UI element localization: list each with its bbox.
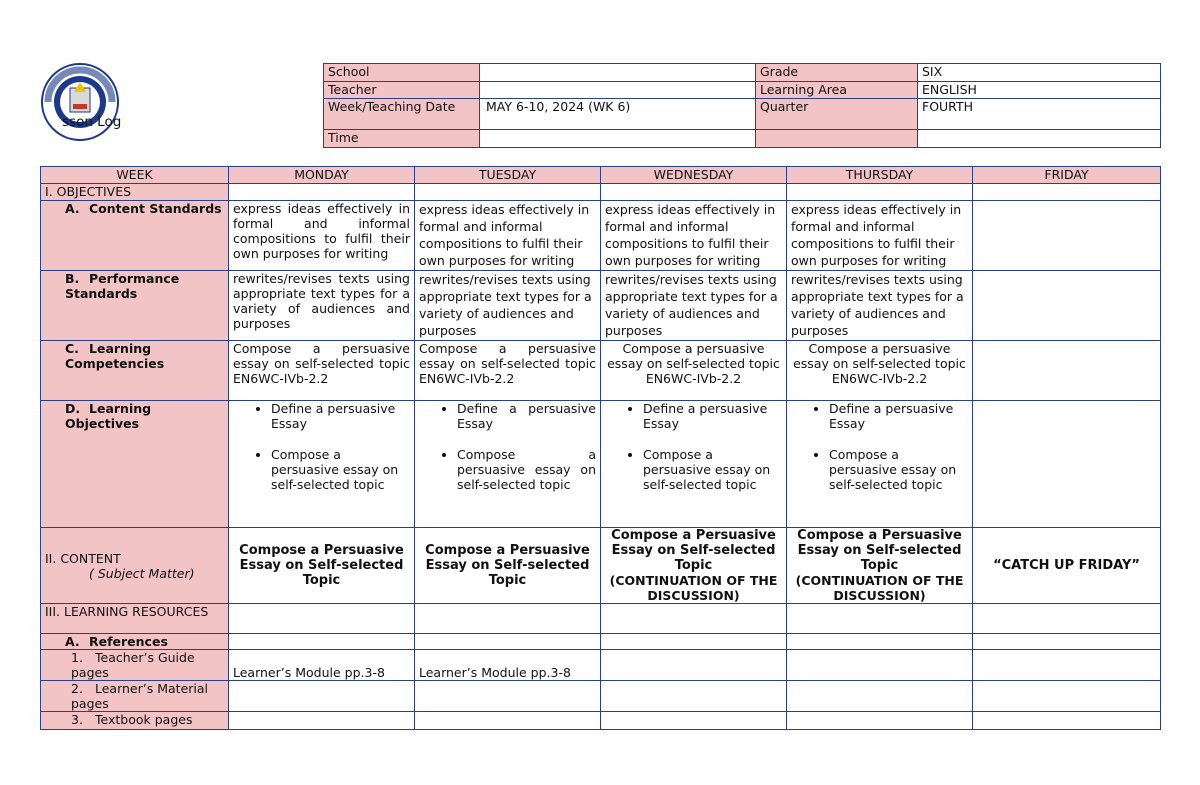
teachers-guide-row [41,650,1161,681]
quarter-label: Quarter [756,99,918,130]
blank-value [918,130,1161,148]
textbook-row [41,712,1161,730]
content-standards-wed: express ideas effectively in formal and informal compositions to fulfil their own purposes for writing [601,201,787,271]
monday-header: MONDAY [229,167,415,184]
thursday-header: THURSDAY [787,167,973,184]
week-teaching-date-value: MAY 6-10, 2024 (WK 6) [480,99,756,130]
learning-objectives-thu: • Define a persuasive Essay • Compose a persuasive essay on self-selected topic [787,401,973,528]
learning-objectives-label: D. Learning Objectives [41,401,229,528]
learning-area-label: Learning Area [756,82,918,99]
blank-label [756,130,918,148]
content-thu: Compose a Persuasive Essay on Self-selected Topic (CONTINUATION OF THE DISCUSSION) [787,528,973,604]
week-teaching-date-label: Week/Teaching Date [324,99,480,130]
content-fri: “CATCH UP FRIDAY” [973,528,1161,604]
grade-value: SIX [918,64,1161,82]
week-header: WEEK [41,167,229,184]
teachers-guide-mon: Learner’s Module pp.3-8 [229,650,415,681]
content-standards-label: A. Content Standards [41,201,229,271]
references-row [41,634,1161,650]
objectives-heading: I. OBJECTIVES [41,184,229,201]
grade-label: Grade [756,64,918,82]
school-label: School [324,64,480,82]
wednesday-header: WEDNESDAY [601,167,787,184]
competencies-wed: Compose a persuasive essay on self-selected topic EN6WC-IVb-2.2 [601,341,787,401]
content-row [41,528,1161,604]
friday-header: FRIDAY [973,167,1161,184]
learning-objectives-row [41,401,1161,528]
lesson-log-title-text: sson Log [62,114,122,130]
content-wed: Compose a Persuasive Essay on Self-selected Topic (CONTINUATION OF THE DISCUSSION) [601,528,787,604]
deped-seal [40,62,120,142]
competencies-label: C. Learning Competencies [41,341,229,401]
content-standards-mon: express ideas effectively in formal and informal compositions to fulfil their own purposes for writing [229,201,415,271]
time-value [480,130,756,148]
content-label: II. CONTENT ( Subject Matter) [41,528,229,604]
learning-objectives-mon: • Define a persuasive Essay • Compose a persuasive essay on self-selected topic [229,401,415,528]
content-standards-tue: express ideas effectively in formal and informal compositions to fulfil their own purposes for writing [415,201,601,271]
competencies-thu: Compose a persuasive essay on self-selected topic EN6WC-IVb-2.2 [787,341,973,401]
performance-standards-thu: rewrites/revises texts using appropriate text types for a variety of audiences and purposes [787,271,973,341]
competencies-mon: Compose a persuasive essay on self-selected topic EN6WC-IVb-2.2 [229,341,415,401]
header-table [323,63,1161,148]
competencies-row [41,341,1161,401]
performance-standards-tue: rewrites/revises texts using appropriate text types for a variety of audiences and purposes [415,271,601,341]
performance-standards-row [41,271,1161,341]
objectives-row [41,184,1161,201]
day-header-row [41,167,1161,184]
quarter-value: FOURTH [918,99,1161,130]
learning-area-value: ENGLISH [918,82,1161,99]
lesson-log-table [40,166,1161,730]
learning-objectives-wed: • Define a persuasive Essay • Compose a persuasive essay on self-selected topic [601,401,787,528]
resources-heading-row [41,604,1161,634]
learners-material-label: 2. Learner’s Material pages [41,681,229,712]
content-tue: Compose a Persuasive Essay on Self-selected Topic [415,528,601,604]
content-standards-row [41,201,1161,271]
teacher-value [480,82,756,99]
references-label: A. References [41,634,229,650]
time-label: Time [324,130,480,148]
learning-objectives-tue: • Define a persuasive Essay • Compose a persuasive essay on self-selected topic [415,401,601,528]
learners-material-row [41,681,1161,712]
content-mon: Compose a Persuasive Essay on Self-selected Topic [229,528,415,604]
textbook-label: 3. Textbook pages [41,712,229,730]
teachers-guide-tue: Learner’s Module pp.3-8 [415,650,601,681]
school-value [480,64,756,82]
teacher-label: Teacher [324,82,480,99]
competencies-tue: Compose a persuasive essay on self-selected topic EN6WC-IVb-2.2 [415,341,601,401]
content-standards-thu: express ideas effectively in formal and informal compositions to fulfil their own purposes for writing [787,201,973,271]
resources-heading: III. LEARNING RESOURCES [41,604,229,634]
performance-standards-wed: rewrites/revises texts using appropriate text types for a variety of audiences and purposes [601,271,787,341]
teachers-guide-label: 1. Teacher’s Guide pages [41,650,229,681]
performance-standards-mon: rewrites/revises texts using appropriate text types for a variety of audiences and purposes [229,271,415,341]
tuesday-header: TUESDAY [415,167,601,184]
performance-standards-label: B. Performance Standards [41,271,229,341]
lesson-log-title [62,114,121,130]
